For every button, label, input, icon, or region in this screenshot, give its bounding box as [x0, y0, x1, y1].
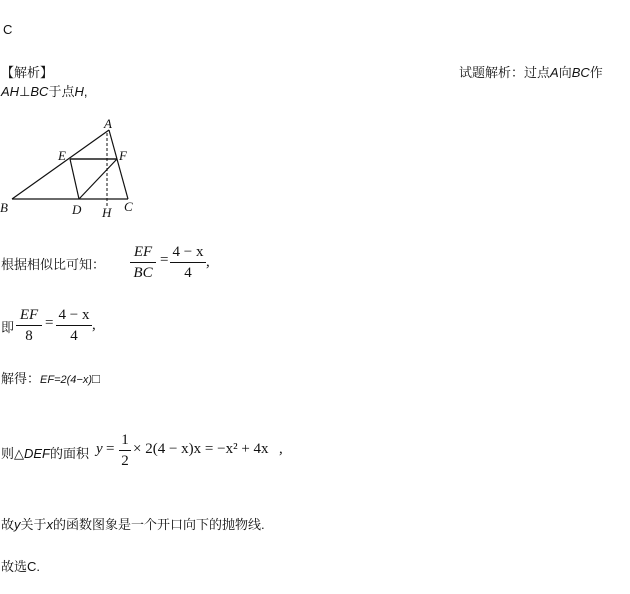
- similarity-text: 根据相似比可知：: [1, 257, 106, 272]
- perpendicular-statement: AH⊥BC于点H,: [1, 84, 88, 99]
- equals-sign: =: [106, 441, 115, 457]
- label-D: D: [72, 202, 82, 217]
- fraction-4-minus-x: 4 − x 4: [56, 306, 92, 345]
- fraction-one-half: 1 2: [119, 431, 131, 470]
- area-y: y: [96, 441, 103, 457]
- fraction-4-minus-x: 4 − x 4: [170, 243, 206, 282]
- label-H: H: [102, 205, 112, 220]
- equals-sign: =: [160, 252, 169, 268]
- fraction-ef-bc: EF BC: [130, 243, 156, 282]
- comma: ,: [92, 317, 96, 333]
- answer-letter: C: [3, 22, 13, 37]
- label-F: F: [119, 148, 127, 163]
- ji-text: 即: [1, 320, 15, 335]
- final-choice: 故选C.: [1, 559, 41, 574]
- analysis-heading: 【解析】: [1, 65, 54, 80]
- solve-line: 解得：EF=2(4−x)□: [1, 371, 100, 386]
- conclusion-parabola: 故y关于x的函数图象是一个开口向下的抛物线.: [1, 517, 265, 532]
- label-B: B: [0, 200, 8, 215]
- label-A: A: [104, 116, 112, 131]
- analysis-intro: 试题解析：过点A向BC作: [459, 65, 603, 80]
- comma: ,: [279, 441, 283, 457]
- comma: ,: [206, 254, 210, 270]
- label-E: E: [58, 148, 66, 163]
- label-C: C: [124, 199, 133, 214]
- fraction-ef-8: EF 8: [16, 306, 42, 345]
- area-expression: × 2(4 − x)x = −x² + 4x: [133, 441, 269, 457]
- equals-sign: =: [45, 315, 54, 331]
- area-text: 则△DEF的面积: [1, 446, 90, 461]
- triangle-figure: [0, 115, 150, 225]
